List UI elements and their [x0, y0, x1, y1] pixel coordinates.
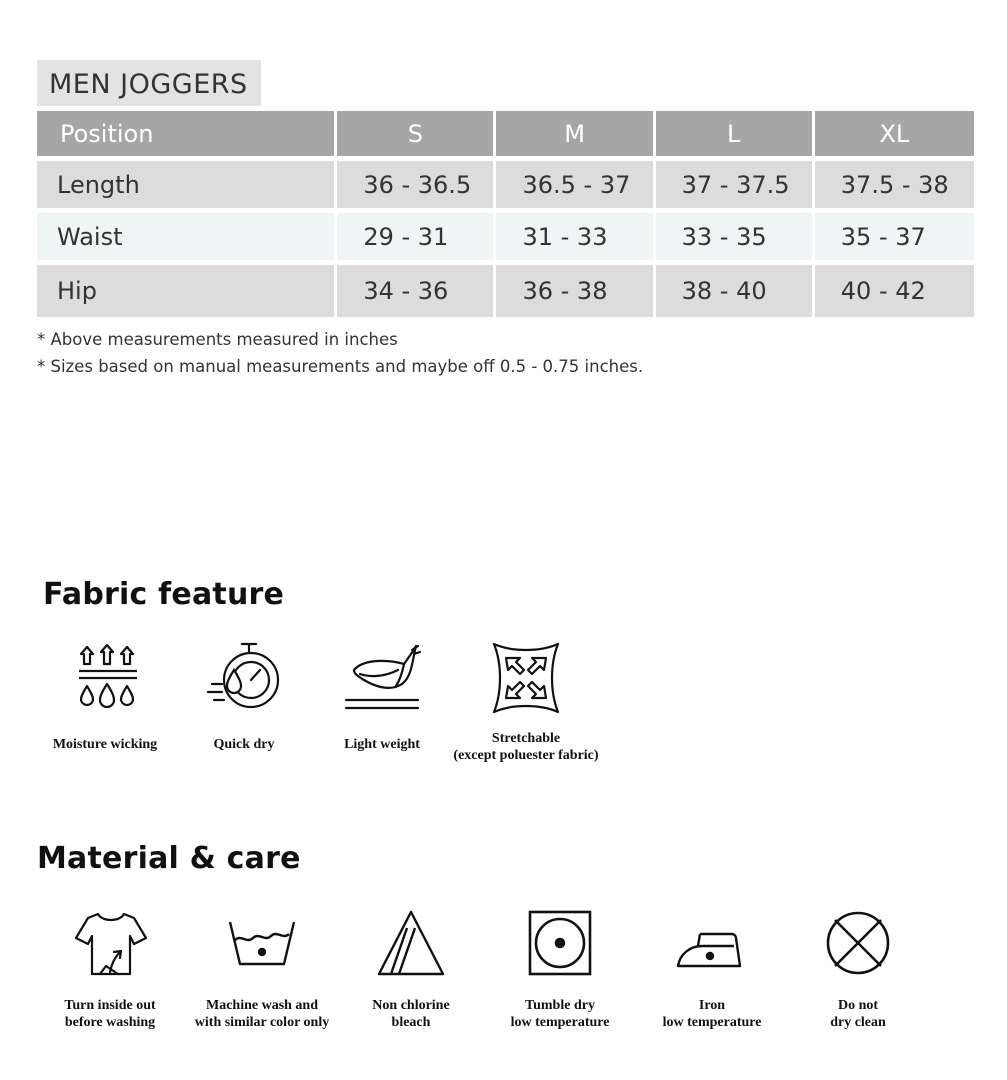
table-cell: 38 - 40: [656, 265, 815, 317]
feature-moisture-wicking: [44, 640, 166, 753]
column-header-m: M: [496, 111, 655, 161]
turn-inside-out-icon: [70, 908, 150, 984]
table-row-waist: [37, 213, 974, 265]
care-caption: with similar color only: [194, 1015, 330, 1030]
row-label: Hip: [37, 265, 337, 317]
care-caption: dry clean: [830, 1015, 886, 1030]
row-label: Length: [37, 161, 337, 213]
feature-caption: Quick dry: [213, 737, 275, 752]
care-caption: Iron: [698, 998, 726, 1013]
care-caption: Do not: [837, 998, 879, 1013]
moisture-wicking-icon: [65, 640, 145, 716]
quick-dry-icon: [204, 640, 284, 716]
table-cell: 34 - 36: [337, 265, 496, 317]
care-caption: Machine wash and: [205, 998, 319, 1013]
column-header-xl: XL: [815, 111, 974, 161]
table-cell: 37 - 37.5: [656, 161, 815, 213]
feature-caption: Moisture wicking: [52, 737, 158, 752]
care-caption: before washing: [64, 1015, 156, 1030]
table-cell: 37.5 - 38: [815, 161, 974, 213]
table-cell: 35 - 37: [815, 213, 974, 265]
care-caption: Turn inside out: [64, 998, 156, 1013]
table-cell: 36 - 38: [496, 265, 655, 317]
column-header-l: L: [656, 111, 815, 161]
column-header-position: Position: [37, 111, 337, 161]
column-header-s: S: [337, 111, 496, 161]
measurement-note: * Above measurements measured in inches: [37, 330, 398, 349]
table-cell: 33 - 35: [656, 213, 815, 265]
size-chart-title: MEN JOGGERS: [37, 60, 261, 106]
size-chart-header-row: [37, 111, 974, 161]
feature-caption: Stretchable: [491, 731, 561, 746]
table-row-length: [37, 161, 974, 213]
table-cell: 29 - 31: [337, 213, 496, 265]
feature-light-weight: [332, 640, 432, 753]
feature-caption-note: (except poluester fabric): [453, 748, 599, 763]
row-label: Waist: [37, 213, 337, 265]
care-turn-inside-out: [50, 908, 170, 1031]
accuracy-note: * Sizes based on manual measurements and maybe off 0.5 - 0.75 inches.: [37, 357, 644, 376]
stretchable-icon: [486, 640, 566, 716]
care-tumble-dry: [500, 908, 620, 1031]
feature-caption: Light weight: [344, 737, 420, 752]
table-cell: 36 - 36.5: [337, 161, 496, 213]
light-weight-icon: [342, 640, 422, 716]
care-caption: low temperature: [510, 1015, 610, 1030]
care-caption: Non chlorine: [372, 998, 450, 1013]
care-caption: bleach: [391, 1015, 431, 1030]
care-caption: Tumble dry: [525, 998, 595, 1013]
size-chart-table: [37, 111, 974, 317]
machine-wash-icon: [222, 908, 302, 984]
fabric-feature-heading: Fabric feature: [43, 577, 285, 612]
table-cell: 40 - 42: [815, 265, 974, 317]
care-machine-wash: [186, 908, 338, 1031]
iron-low-icon: [672, 908, 752, 984]
table-cell: 31 - 33: [496, 213, 655, 265]
table-row-hip: [37, 265, 974, 317]
non-chlorine-bleach-icon: [371, 908, 451, 984]
care-non-chlorine-bleach: [356, 908, 466, 1031]
feature-quick-dry: [194, 640, 294, 753]
table-cell: 36.5 - 37: [496, 161, 655, 213]
care-caption: low temperature: [662, 1015, 762, 1030]
do-not-dry-clean-icon: [818, 908, 898, 984]
care-iron: [652, 908, 772, 1031]
feature-stretchable: [448, 640, 604, 764]
tumble-dry-low-icon: [520, 908, 600, 984]
material-care-heading: Material & care: [37, 841, 301, 876]
care-do-not-dry-clean: [812, 908, 904, 1031]
